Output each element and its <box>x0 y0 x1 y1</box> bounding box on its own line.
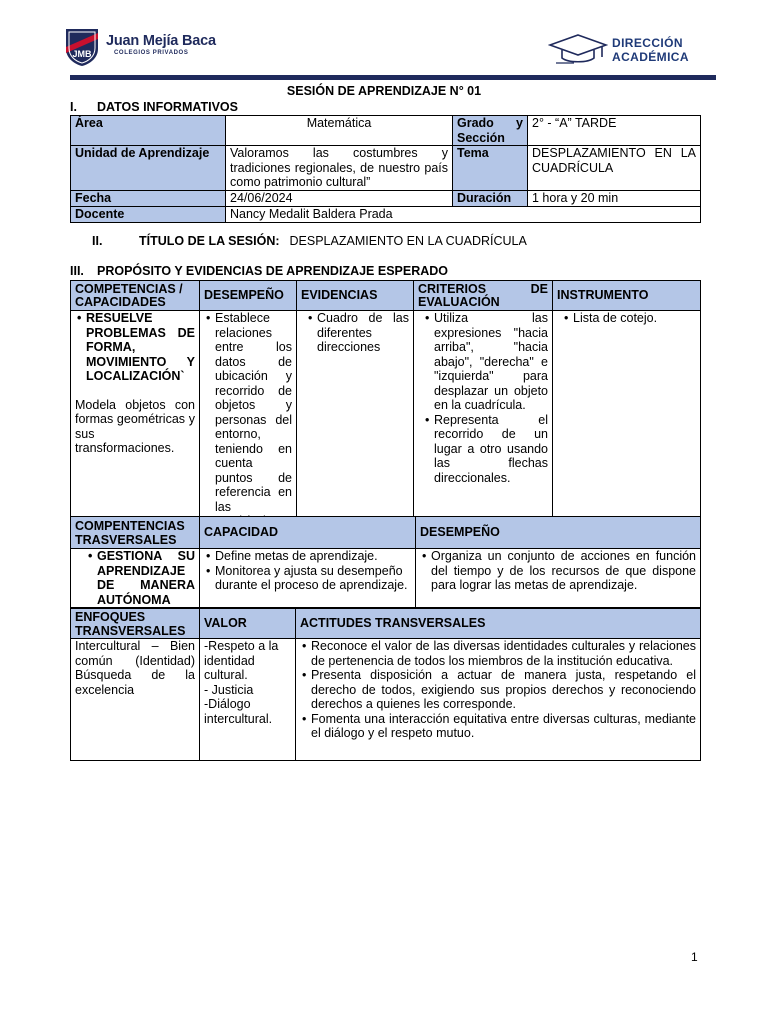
header-competencias: COMPETENCIAS / CAPACIDADES <box>71 281 200 311</box>
actitud-item-3: • Fomenta una interacción equitativa entre diversas culturas, mediante el diálogo y el respeto mutuo. <box>311 712 696 741</box>
valor-cell <box>200 639 296 761</box>
docente-value: Nancy Medalit Baldera Prada <box>226 206 701 222</box>
section-title: DATOS INFORMATIVOS <box>97 100 238 114</box>
instrumento-item: • Lista de cotejo. <box>573 311 696 326</box>
header-divider <box>70 75 716 80</box>
valor-item-2: - Justicia <box>204 682 254 697</box>
actitud-item-2: • Presenta disposición a actuar de manera justa, respetando el derecho de todos, exigiendo sus propios derechos y reconociendo derechos a quienes les corresponde. <box>311 668 696 712</box>
docente-label: Docente <box>71 206 226 222</box>
page-number: 1 <box>691 950 698 964</box>
competencia-trasversal-item: • GESTIONA SU APRENDIZAJE DE MANERA AUTÓNOMA <box>97 549 195 607</box>
enfoque-cell: Intercultural – Bien común (Identidad) Búsqueda de la excelencia <box>71 639 200 761</box>
section-2-heading <box>92 234 527 248</box>
header-evidencias: EVIDENCIAS <box>297 281 414 311</box>
enfoques-transversales-table <box>70 608 701 761</box>
page-header <box>0 0 768 82</box>
section-title: TÍTULO DE LA SESIÓN: <box>139 234 280 248</box>
criterio-item-2: • Representa el recorrido de un lugar a otro usando las flechas direccionales. <box>434 413 548 486</box>
fecha-label: Fecha <box>71 190 226 206</box>
section-number: II. <box>92 234 103 248</box>
capacidad-text: Modela objetos con formas geométricas y sus transformaciones. <box>75 397 195 455</box>
desempeno-item: • Establece relaciones entre los datos de ubicación y recorrido de objetos y personas del entorno, teniendo en cuenta puntos de referencia en las <box>215 311 292 529</box>
evidencia-item: • Cuadro de las diferentes direcciones <box>317 311 409 355</box>
section-3-heading <box>70 264 448 278</box>
section-title: PROPÓSITO Y EVIDENCIAS DE APRENDIZAJE ESPERADO <box>97 264 449 278</box>
school-name: Juan Mejía Baca <box>106 33 216 49</box>
section-number: III. <box>70 264 84 278</box>
header-desempeno: DESEMPEÑO <box>200 281 297 311</box>
header-capacidad: CAPACIDAD <box>200 517 416 549</box>
area-label: Área <box>71 116 226 146</box>
criterio-item-1: • Utiliza las expresiones "hacia arriba", "hacia abajo", "derecha" e "izquierda" para desplazar un objeto en la cuadrícula. <box>434 311 548 413</box>
valor-item-1: -Respeto a la identidad cultural. <box>204 639 279 682</box>
session-title-value: DESPLAZAMIENTO EN LA CUADRÍCULA <box>289 234 527 248</box>
evidencia-cell <box>297 311 414 530</box>
capacidad-trasversal-cell <box>200 549 416 608</box>
desempeno-trasversal-cell <box>416 549 701 608</box>
tema-value: DESPLAZAMIENTO EN LA CUADRÍCULA <box>528 146 701 191</box>
desempeno-trasversal-item: • Organiza un conjunto de acciones en función del tiempo y de los recursos de que dispone para lograr las metas de aprendizaje. <box>431 549 696 593</box>
grado-label: Grado y Sección <box>453 116 528 146</box>
tema-label: Tema <box>453 146 528 191</box>
instrumento-cell <box>553 311 701 530</box>
graduation-cap-icon <box>548 33 608 67</box>
header-actitudes: ACTITUDES TRANSVERSALES <box>296 609 701 639</box>
header-desempeno-trasversal: DESEMPEÑO <box>416 517 701 549</box>
header-criterios: CRITERIOS DE EVALUACIÓN <box>414 281 553 311</box>
competencia-cell <box>71 311 200 530</box>
competencia-trasversal-cell <box>71 549 200 608</box>
unidad-value: Valoramos las costumbres y tradiciones regionales, de nuestro país como patrimonio cultural” <box>226 146 453 191</box>
section-1-heading <box>70 100 238 114</box>
area-value: Matemática <box>226 116 453 146</box>
fecha-value: 24/06/2024 <box>226 190 453 206</box>
duracion-label: Duración <box>453 190 528 206</box>
proposito-table <box>70 280 701 530</box>
actitudes-cell <box>296 639 701 761</box>
school-subtitle: COLEGIOS PRIVADOS <box>114 50 189 56</box>
capacidad-item-1: • Define metas de aprendizaje. <box>215 549 411 564</box>
header-enfoques: ENFOQUES TRANSVERSALES <box>71 609 200 639</box>
duracion-value: 1 hora y 20 min <box>528 190 701 206</box>
department-title <box>612 36 689 64</box>
capacidad-item-2: • Monitorea y ajusta su desempeño durante el proceso de aprendizaje. <box>215 564 411 593</box>
desempeno-cell <box>200 311 297 530</box>
header-competencias-trasversales: COMPENTENCIAS TRASVERSALES <box>71 517 200 549</box>
svg-text:JMB: JMB <box>72 49 92 59</box>
dept-line-1: DIRECCIÓN <box>612 36 683 50</box>
competencias-transversales-table <box>70 516 701 608</box>
document-title: SESIÓN DE APRENDIZAJE N° 01 <box>286 84 482 98</box>
valor-item-3: -Diálogo intercultural. <box>204 697 273 726</box>
section-number: I. <box>70 100 77 114</box>
header-instrumento: INSTRUMENTO <box>553 281 701 311</box>
dept-line-2: ACADÉMICA <box>612 50 689 64</box>
competencia-item: • RESUELVE PROBLEMAS DE FORMA, MOVIMIENTO Y LOCALIZACIÓN` <box>86 311 195 384</box>
school-logo-icon <box>64 27 100 67</box>
grado-value: 2° - “A” TARDE <box>528 116 701 146</box>
unidad-label: Unidad de Aprendizaje <box>71 146 226 191</box>
actitud-item-1: • Reconoce el valor de las diversas identidades culturales y relaciones de pertenencia de todos los miembros de la institución educativa. <box>311 639 696 668</box>
datos-informativos-table <box>70 115 701 223</box>
criterios-cell <box>414 311 553 530</box>
header-valor: VALOR <box>200 609 296 639</box>
